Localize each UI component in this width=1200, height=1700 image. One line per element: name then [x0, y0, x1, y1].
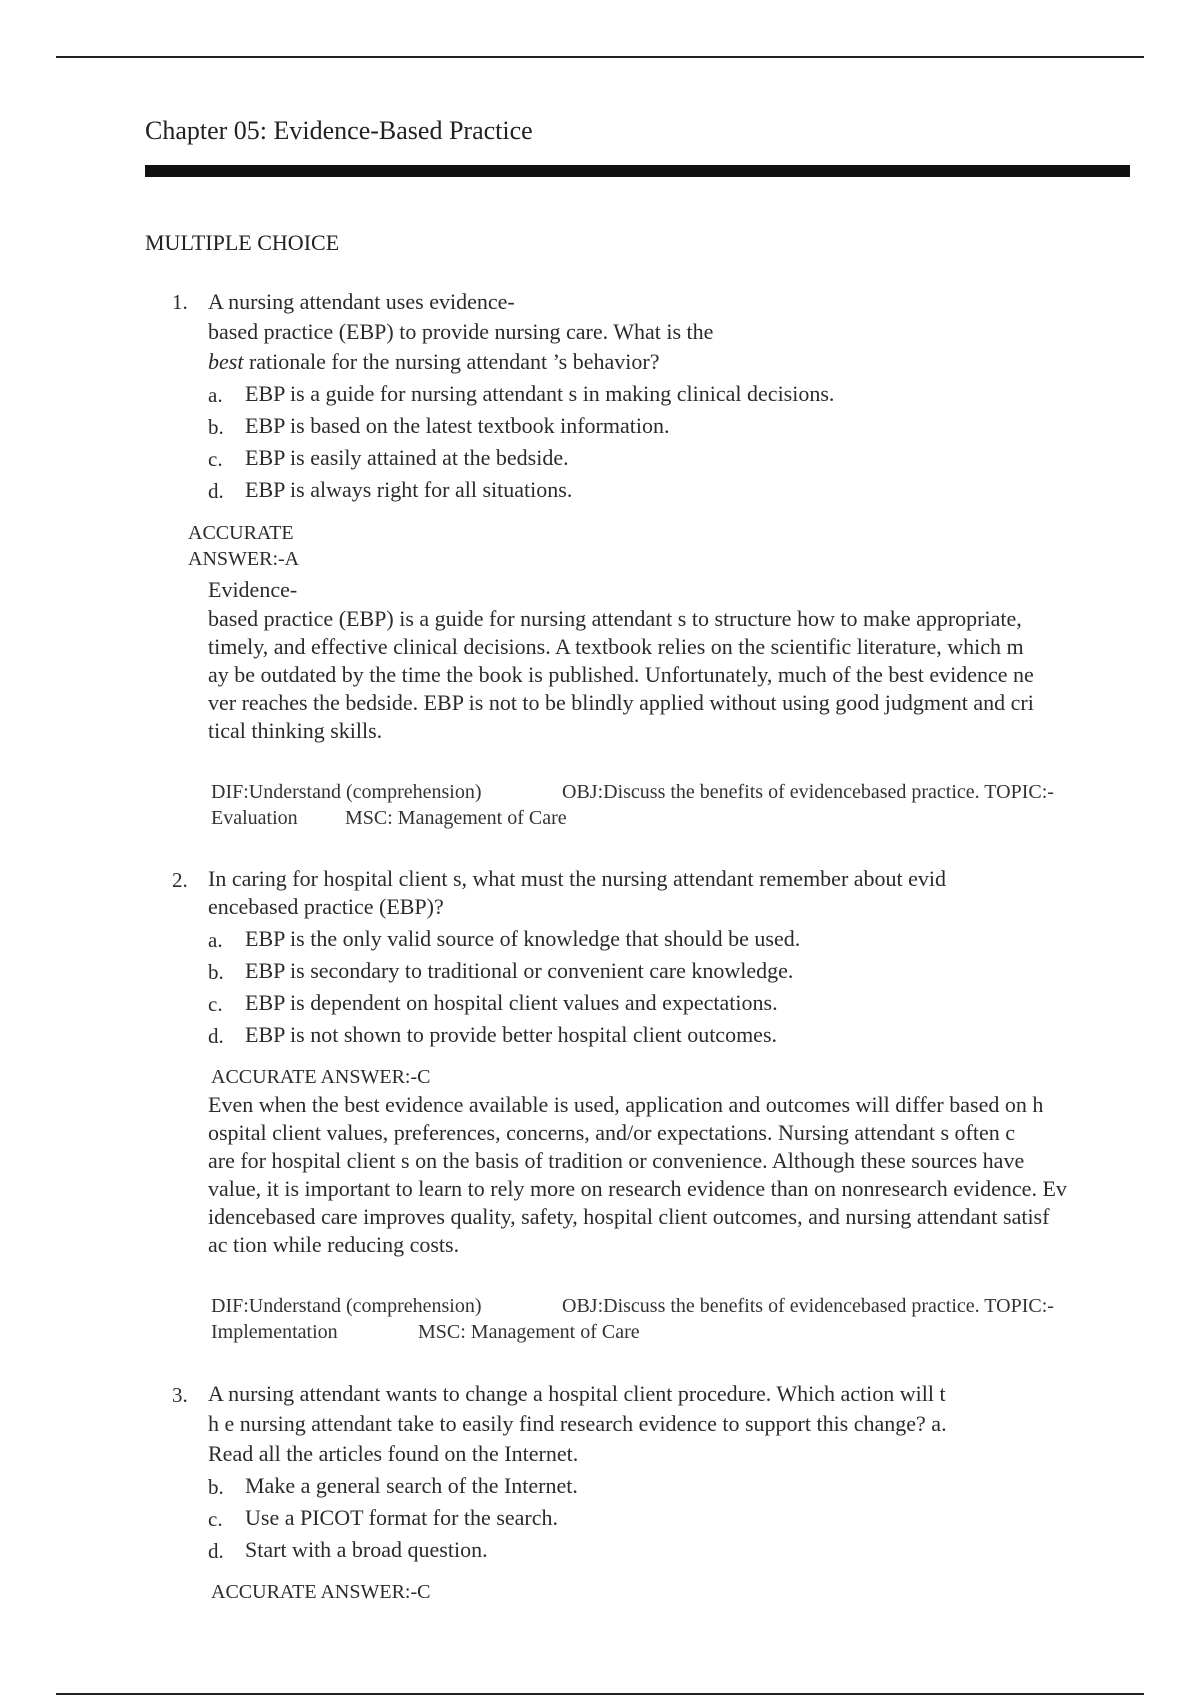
rationale-line: value, it is important to learn to rely more on research evidence than on nonresearch evidence. Ev: [208, 1176, 1067, 1201]
question-stem-line: A nursing attendant uses evidence-: [208, 289, 515, 314]
topic-meta: Implementation: [211, 1321, 338, 1343]
option-text: EBP is dependent on hospital client values and expectations.: [245, 990, 778, 1015]
topic-meta: Evaluation: [211, 807, 298, 829]
answer-label: ANSWER:-A: [188, 548, 300, 570]
option-letter: c.: [208, 992, 223, 1016]
option-letter: d.: [208, 1024, 224, 1048]
title-underline-bar: [145, 165, 1130, 177]
option-letter: d.: [208, 479, 224, 503]
option-letter: b.: [208, 415, 224, 439]
answer-label: ACCURATE ANSWER:-C: [211, 1066, 431, 1088]
option-letter: d.: [208, 1539, 224, 1563]
top-rule: [56, 56, 1144, 58]
section-title: MULTIPLE CHOICE: [145, 230, 340, 255]
objective-meta: OBJ:Discuss the benefits of evidencebased practice. TOPIC:-: [562, 1295, 1054, 1317]
question-number: 1.: [172, 290, 188, 314]
chapter-title: Chapter 05: Evidence-Based Practice: [145, 116, 533, 145]
rationale-line: are for hospital client s on the basis of tradition or convenience. Although these sources have: [208, 1148, 1025, 1173]
msc-meta: MSC: Management of Care: [345, 807, 567, 829]
option-text: EBP is easily attained at the bedside.: [245, 445, 569, 470]
answer-label: ACCURATE ANSWER:-C: [211, 1581, 431, 1603]
option-text: Use a PICOT format for the search.: [245, 1505, 558, 1530]
question-stem-line: [208, 349, 659, 375]
option-letter: a.: [208, 928, 223, 952]
rationale-line: tical thinking skills.: [208, 718, 383, 743]
question-number: 2.: [172, 868, 188, 892]
question-stem-line: A nursing attendant wants to change a hospital client procedure. Which action will t: [208, 1381, 946, 1406]
option-text: EBP is secondary to traditional or convenient care knowledge.: [245, 958, 794, 983]
rationale-line: idencebased care improves quality, safety, hospital client outcomes, and nursing attendant satisf: [208, 1204, 1050, 1229]
stem-text: rationale for the nursing attendant ’s behavior?: [243, 349, 660, 374]
stem-emphasis: best: [208, 349, 244, 374]
option-letter: b.: [208, 960, 224, 984]
option-text: Start with a broad question.: [245, 1537, 488, 1562]
msc-meta: MSC: Management of Care: [418, 1321, 640, 1343]
question-stem-line: In caring for hospital client s, what must the nursing attendant remember about evid: [208, 866, 947, 891]
rationale-line: Even when the best evidence available is used, application and outcomes will differ based on h: [208, 1092, 1044, 1117]
rationale-line: Evidence-: [208, 577, 298, 602]
option-text: EBP is not shown to provide better hospital client outcomes.: [245, 1022, 778, 1047]
rationale-line: ver reaches the bedside. EBP is not to be blindly applied without using good judgment and cri: [208, 690, 1034, 715]
option-text: EBP is the only valid source of knowledge that should be used.: [245, 926, 801, 951]
option-letter: c.: [208, 1507, 223, 1531]
option-text: EBP is a guide for nursing attendant s in making clinical decisions.: [245, 381, 835, 406]
rationale-line: ac tion while reducing costs.: [208, 1232, 460, 1257]
option-letter: c.: [208, 447, 223, 471]
difficulty-meta: DIF:Understand (comprehension): [211, 1295, 482, 1317]
option-letter: b.: [208, 1475, 224, 1499]
question-stem-line: encebased practice (EBP)?: [208, 894, 444, 919]
option-letter: a.: [208, 383, 223, 407]
rationale-line: based practice (EBP) is a guide for nursing attendant s to structure how to make appropriate,: [208, 606, 1022, 631]
answer-label: ACCURATE: [188, 522, 294, 544]
question-stem-line: based practice (EBP) to provide nursing care. What is the: [208, 319, 714, 344]
question-number: 3.: [172, 1383, 188, 1407]
question-stem-line: h e nursing attendant take to easily find research evidence to support this change? a.: [208, 1411, 947, 1436]
rationale-line: ay be outdated by the time the book is published. Unfortunately, much of the best evidence ne: [208, 662, 1034, 687]
objective-meta: OBJ:Discuss the benefits of evidencebased practice. TOPIC:-: [562, 781, 1054, 803]
bottom-rule: [56, 1693, 1144, 1695]
difficulty-meta: DIF:Understand (comprehension): [211, 781, 482, 803]
question-stem-line: Read all the articles found on the Internet.: [208, 1441, 579, 1466]
option-text: EBP is always right for all situations.: [245, 477, 573, 502]
option-text: EBP is based on the latest textbook information.: [245, 413, 670, 438]
rationale-line: timely, and effective clinical decisions. A textbook relies on the scientific literature, which m: [208, 634, 1024, 659]
option-text: Make a general search of the Internet.: [245, 1473, 578, 1498]
rationale-line: ospital client values, preferences, concerns, and/or expectations. Nursing attendant s often c: [208, 1120, 1015, 1145]
